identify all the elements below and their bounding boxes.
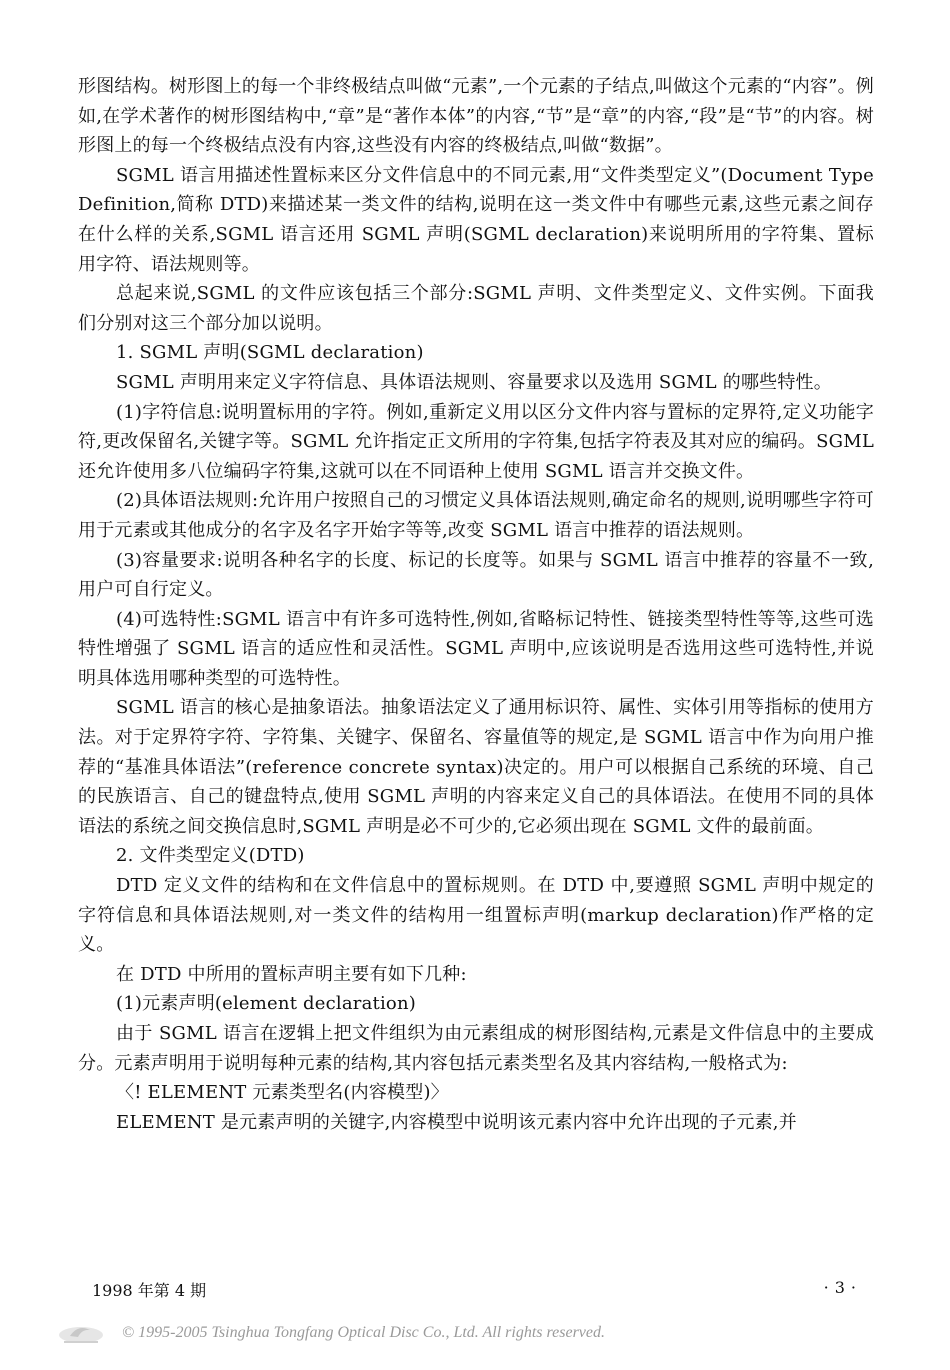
paragraph: (4)可选特性:SGML 语言中有许多可选特性,例如,省略标记特性、链接类型特性等等,这些可选特性增强了 SGML 语言的适应性和灵活性。SGML 声明中,应该说明是否选用这些可选特性,并说明具体选用哪种类型的可选特性。 xyxy=(78,608,874,689)
paragraph: DTD 定义文件的结构和在文件信息中的置标规则。在 DTD 中,要遵照 SGML 声明中规定的字符信息和具体语法规则,对一类文件的结构用一组置标声明(markup declaration)作严格的定义。 xyxy=(78,875,874,956)
paragraph: SGML 语言用描述性置标来区分文件信息中的不同元素,用“文件类型定义”(Document Type Definition,简称 DTD)来描述某一类文件的结构,说明在这一类文件中有哪些元素,这些元素之间存在什么样的关系,SGML 语言还用 SGML 声明(SGML declaration)来说明所用的字符集、置标用字符、语法规则等。 xyxy=(78,164,874,275)
paragraph: SGML 语言的核心是抽象语法。抽象语法定义了通用标识符、属性、实体引用等指标的使用方法。对于定界符字符、字符集、关键字、保留名、容量值等的规定,是 SGML 语言中作为向用户推荐的“基准具体语法”(reference concrete syntax)决定的。用户可以根据自己系统的环境、自己的民族语言、自己的键盘特点,使用 SGML 声明的内容来定义自己的具体语法。在使用不同的具体语法的系统之间交换信息时,SGML 声明是必不可少的,它必须出现在 SGML 文件的最前面。 xyxy=(78,697,874,837)
copyright-text: © 1995-2005 Tsinghua Tongfang Optical Disc Co., Ltd. All rights reserved. xyxy=(122,1324,606,1341)
paragraph: ELEMENT 是元素声明的关键字,内容模型中说明该元素内容中允许出现的子元素,并 xyxy=(116,1111,797,1133)
issue-label: 1998 年第 4 期 xyxy=(92,1281,207,1300)
paragraph: (2)具体语法规则:允许用户按照自己的习惯定义具体语法规则,确定命名的规则,说明哪些字符可用于元素或其他成分的名字及名字开始字等等,改变 SGML 语言中推荐的语法规则。 xyxy=(78,490,874,541)
copyright-bar xyxy=(56,1318,605,1348)
paragraph: 由于 SGML 语言在逻辑上把文件组织为由元素组成的树形图结构,元素是文件信息中的主要成分。元素声明用于说明每种元素的结构,其内容包括元素类型名及其内容结构,一般格式为: xyxy=(78,1023,874,1074)
page-number: ·3· xyxy=(823,1278,862,1297)
publisher-logo-icon xyxy=(56,1320,106,1346)
section-heading: 1. SGML 声明(SGML declaration) xyxy=(116,342,424,364)
paragraph: (1)字符信息:说明置标用的字符。例如,重新定义用以区分文件内容与置标的定界符,定义功能字符,更改保留名,关键字等。SGML 允许指定正文所用的字符集,包括字符表及其对应的编码。SGML 还允许使用多八位编码字符集,这就可以在不同语种上使用 SGML 语言并交换文件。 xyxy=(78,401,874,482)
article-body xyxy=(78,72,874,1137)
paragraph: SGML 声明用来定义字符信息、具体语法规则、容量要求以及选用 SGML 的哪些特性。 xyxy=(116,371,832,393)
paragraph: 形图结构。树形图上的每一个非终极结点叫做“元素”,一个元素的子结点,叫做这个元素的“内容”。例如,在学术著作的树形图结构中,“章”是“著作本体”的内容,“节”是“章”的内容,“段”是“节”的内容。树形图上的每一个终极结点没有内容,这些没有内容的终极结点,叫做“数据”。 xyxy=(78,76,874,157)
paragraph: (3)容量要求:说明各种名字的长度、标记的长度等。如果与 SGML 语言中推荐的容量不一致,用户可自行定义。 xyxy=(78,549,874,601)
page-footer xyxy=(92,1278,862,1302)
paragraph: 在 DTD 中所用的置标声明主要有如下几种: xyxy=(116,963,467,985)
syntax-example: 〈! ELEMENT 元素类型名(内容模型)〉 xyxy=(116,1082,449,1104)
section-heading: 2. 文件类型定义(DTD) xyxy=(116,845,305,867)
paragraph: 总起来说,SGML 的文件应该包括三个部分:SGML 声明、文件类型定义、文件实例。下面我们分别对这三个部分加以说明。 xyxy=(78,283,874,334)
subsection-heading: (1)元素声明(element declaration) xyxy=(116,993,416,1015)
